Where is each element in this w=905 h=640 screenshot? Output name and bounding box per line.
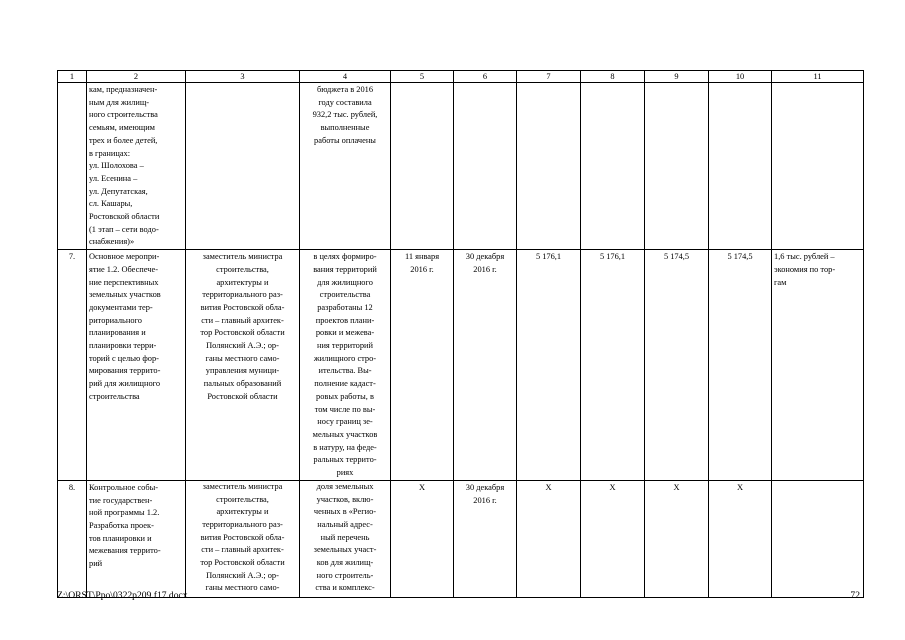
responsible: заместитель министра строительства, архитектуры и территориального раз- вития Ростовской обла- сти – главный архитек- тор Ростовской области Полянский А.Э.; ор- ганы местного само- управления муници- пальных образований Ростовской области: [186, 250, 300, 481]
note: 1,6 тыс. рублей – экономия по тор- гам: [772, 250, 864, 481]
end-date: 30 декабря 2016 г.: [454, 480, 517, 597]
column-number: 2: [87, 71, 186, 83]
event-name: Основное меропри- ятие 1.2. Обеспече- ние перспективных земельных участков документами тер- риториального планирования и планировки терри- торий с целью фор- мирования террито- рий для жилищного строительства: [87, 250, 186, 481]
table-row: [58, 480, 864, 597]
note: [772, 83, 864, 250]
column-number: 1: [58, 71, 87, 83]
column-number-row: [58, 71, 864, 83]
page-number: 72: [850, 590, 860, 601]
start-date: Х: [391, 480, 454, 597]
start-date: [391, 83, 454, 250]
table-row: [58, 83, 864, 250]
column-number: 11: [772, 71, 864, 83]
column-number: 4: [300, 71, 391, 83]
result: бюджета в 2016 году составила 932,2 тыс. рублей, выполненные работы оплачены: [300, 83, 391, 250]
column-number: 8: [581, 71, 645, 83]
amount-col9: [645, 83, 709, 250]
note: [772, 480, 864, 597]
amount-col7: [517, 83, 581, 250]
amount-col8: Х: [581, 480, 645, 597]
column-number: 3: [186, 71, 300, 83]
document-table-container: [57, 70, 863, 598]
table-row: [58, 250, 864, 481]
column-number: 10: [709, 71, 772, 83]
column-number: 7: [517, 71, 581, 83]
event-name: кам, предназначен- ным для жилищ- ного строительства семьям, имеющим трех и более детей, в границах: ул. Шолохова – ул. Есенина – ул. Депутатская, сл. Кашары, Ростовской области (1 этап – сети водо- снабжения)»: [87, 83, 186, 250]
end-date: [454, 83, 517, 250]
result-text: доля земельных участков, вклю- ченных в «Регио- нальный адрес- ный перечень земельных участ- ков для жилищ- ного строитель- ства и комплекс-: [313, 481, 377, 593]
amount-col10: Х: [709, 480, 772, 597]
amount-col10: [709, 83, 772, 250]
result: [300, 480, 391, 597]
responsible: [186, 83, 300, 250]
column-number: 5: [391, 71, 454, 83]
start-date: 11 января 2016 г.: [391, 250, 454, 481]
column-number: 9: [645, 71, 709, 83]
amount-col10: 5 174,5: [709, 250, 772, 481]
amount-col8: 5 176,1: [581, 250, 645, 481]
column-number: 6: [454, 71, 517, 83]
row-number: 7.: [58, 250, 87, 481]
amount-col9: Х: [645, 480, 709, 597]
result: в целях формиро- вания территорий для жилищного строительства разработаны 12 проектов плани- ровки и межева- ния территорий жилищного стро- ительства. Вы- полнение кадаст- ровых работы, в том числе по вы- носу границ зе- мельных участков в натуру, на феде- ральных террито- риях: [300, 250, 391, 481]
responsible-text: заместитель министра строительства, архитектуры и территориального раз- вития Ростовской обла- сти – главный архитек- тор Ростовской области Полянский А.Э.; ор- ганы местного само-: [200, 481, 285, 593]
row-number: [58, 83, 87, 250]
responsible: [186, 480, 300, 597]
row-number: 8.: [58, 480, 87, 597]
amount-col8: [581, 83, 645, 250]
end-date: 30 декабря 2016 г.: [454, 250, 517, 481]
amount-col7: 5 176,1: [517, 250, 581, 481]
amount-col9: 5 174,5: [645, 250, 709, 481]
report-table: [57, 70, 864, 598]
amount-col7: Х: [517, 480, 581, 597]
event-name: Контрольное собы- тие государствен- ной программы 1.2. Разработка проек- тов планировки и межевания террито- рий: [87, 480, 186, 597]
file-path: Z:\ORST\Ppo\0322p209.f17.docx: [57, 590, 188, 601]
